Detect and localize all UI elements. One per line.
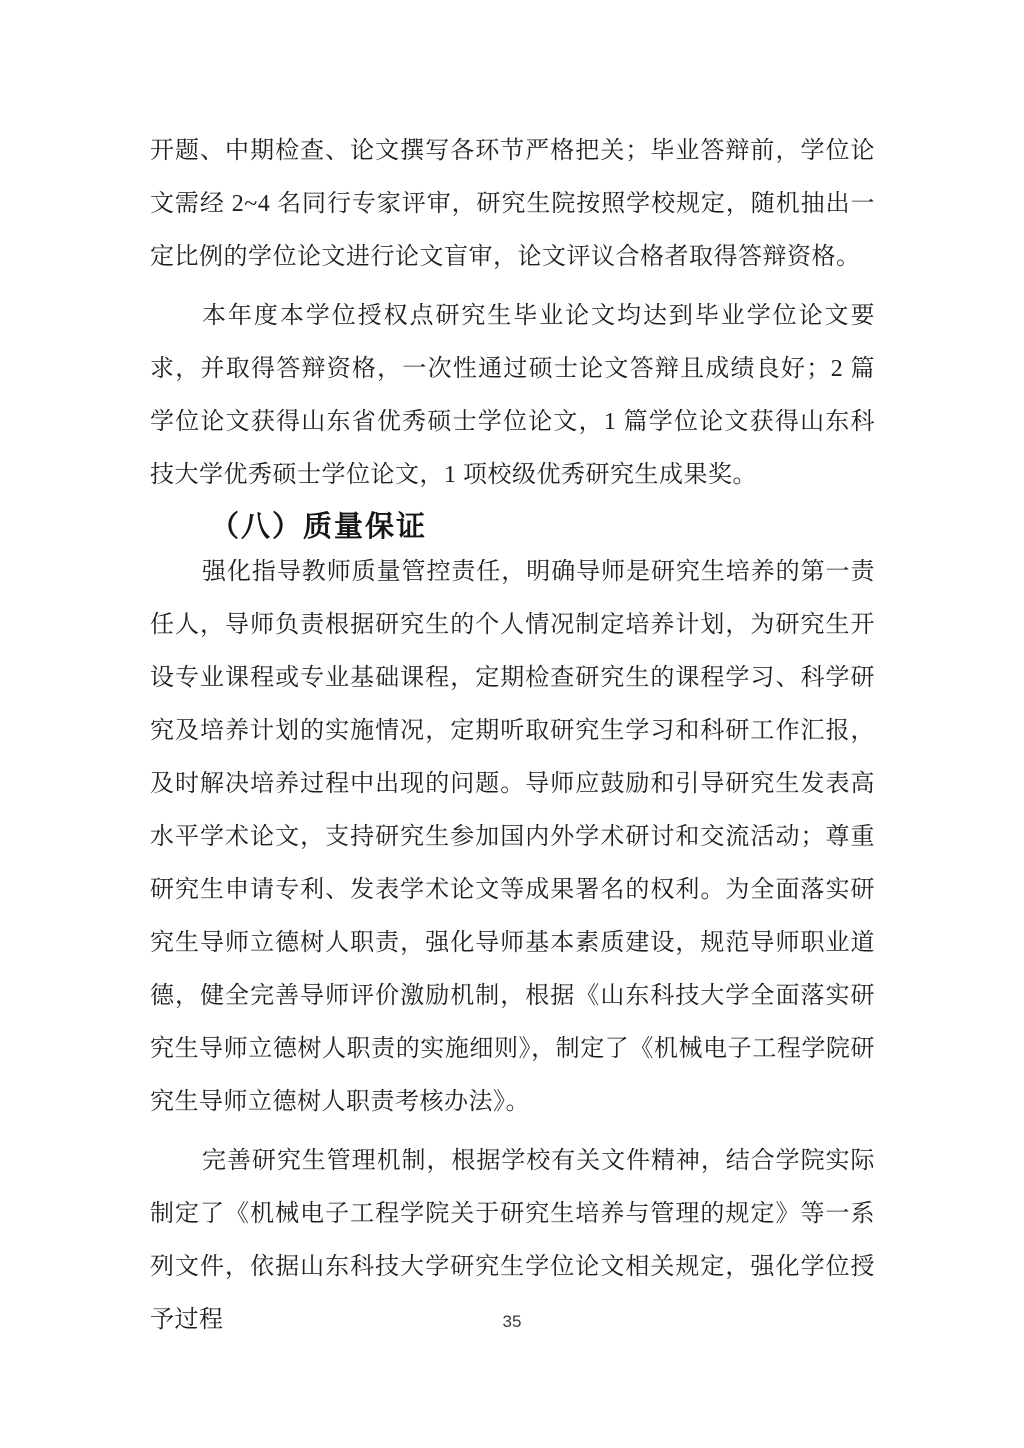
paragraph-thesis-results: 本年度本学位授权点研究生毕业论文均达到毕业学位论文要求，并取得答辩资格，一次性通过硕士论文答辩且成绩良好；2 篇学位论文获得山东省优秀硕士学位论文，1 篇学位论文获得山东科技大学优秀硕士学位论文，1 项校级优秀研究生成果奖。 bbox=[150, 303, 875, 488]
paragraph-management-mechanism: 完善研究生管理机制，根据学校有关文件精神，结合学院实际制定了《机械电子工程学院关于研究生培养与管理的规定》等一系列文件，依据山东科技大学研究生学位论文相关规定，强化学位授予过程 bbox=[150, 1148, 875, 1333]
paragraph-continuation: 开题、中期检查、论文撰写各环节严格把关；毕业答辩前，学位论文需经 2~4 名同行专家评审，研究生院按照学校规定，随机抽出一定比例的学位论文进行论文盲审，论文评议合格者取得答辩资格。 bbox=[150, 138, 875, 270]
section-heading-quality-assurance: （八）质量保证 bbox=[210, 511, 428, 543]
document-page-content bbox=[150, 125, 875, 1347]
paragraph-supervisor-responsibility: 强化指导教师质量管控责任，明确导师是研究生培养的第一责任人，导师负责根据研究生的个人情况制定培养计划，为研究生开设专业课程或专业基础课程，定期检查研究生的课程学习、科学研究及培养计划的实施情况，定期听取研究生学习和科研工作汇报，及时解决培养过程中出现的问题。导师应鼓励和引导研究生发表高水平学术论文，支持研究生参加国内外学术研讨和交流活动；尊重研究生申请专利、发表学术论文等成果署名的权利。为全面落实研究生导师立德树人职责，强化导师基本素质建设，规范导师职业道德，健全完善导师评价激励机制，根据《山东科技大学全面落实研究生导师立德树人职责的实施细则》，制定了《机械电子工程学院研究生导师立德树人职责考核办法》。 bbox=[150, 559, 875, 1115]
page-number: 35 bbox=[502, 1312, 522, 1331]
